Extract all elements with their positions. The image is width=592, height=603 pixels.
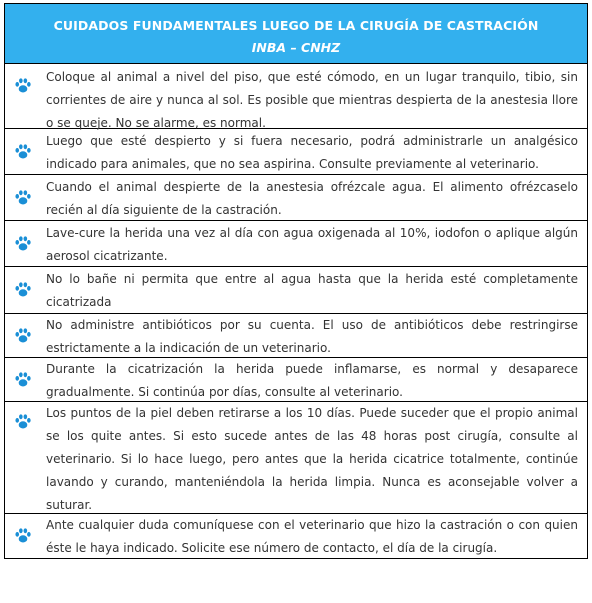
instruction-text: Cuando el animal despierte de la anestesia ofrézcale agua. El alimento ofrézcaselo recién al día siguiente de la castración. [46, 180, 578, 217]
instructions-list [5, 64, 587, 558]
paw-icon [14, 281, 32, 299]
paw-icon [14, 413, 32, 431]
instruction-row [5, 514, 587, 558]
instruction-row [5, 267, 587, 314]
paw-icon [14, 189, 32, 207]
instruction-text: No lo bañe ni permita que entre al agua hasta que la herida esté completamente cicatrizada [46, 272, 578, 309]
paw-icon [14, 371, 32, 389]
instruction-text: No administre antibióticos por su cuenta. El uso de antibióticos debe restringirse estrictamente a la indicación de un veterinario. [46, 318, 578, 355]
paw-icon [14, 77, 32, 95]
paw-icon [14, 143, 32, 161]
table-header [5, 4, 587, 64]
instruction-text: Luego que esté despierto y si fuera necesario, podrá administrarle un analgésico indicado para animales, que no sea aspirina. Consulte previamente al veterinario. [46, 134, 578, 171]
page-title: CUIDADOS FUNDAMENTALES LUEGO DE LA CIRUGÍA DE CASTRACIÓN [53, 18, 539, 33]
instruction-text: Coloque al animal a nivel del piso, que esté cómodo, en un lugar tranquilo, tibio, sin corrientes de aire y nunca al sol. Es posible que mientras despierta de la anestesia llore o se queje. No se alarme, es normal. [46, 70, 578, 130]
instruction-text: Durante la cicatrización la herida puede inflamarse, es normal y desaparece gradualmente. Si continúa por días, consulte al veterinario. [46, 362, 578, 399]
instruction-row [5, 221, 587, 267]
paw-icon [14, 527, 32, 545]
paw-icon [14, 235, 32, 253]
instruction-row [5, 314, 587, 358]
instruction-row [5, 402, 587, 514]
care-instructions-table [4, 3, 588, 559]
instruction-text: Lave-cure la herida una vez al día con agua oxigenada al 10%, iodofon o aplique algún aerosol cicatrizante. [46, 226, 578, 263]
instruction-text: Los puntos de la piel deben retirarse a los 10 días. Puede suceder que el propio animal se los quite antes. Si esto sucede antes de las 48 horas post cirugía, consulte al veterinario. Si lo hace luego, pero antes que la herida cicatrice totalmente, continúe lavando y curando, manteniéndola la herida limpia. Nunca es aconsejable volver a suturar. [46, 406, 578, 512]
instruction-row [5, 129, 587, 175]
paw-icon [14, 327, 32, 345]
instruction-row [5, 175, 587, 221]
instruction-row [5, 64, 587, 129]
page-subtitle: INBA – CNHZ [251, 40, 341, 55]
instruction-text: Ante cualquier duda comuníquese con el veterinario que hizo la castración o con quien éste le haya indicado. Solicite ese número de contacto, el día de la cirugía. [46, 518, 578, 555]
instruction-row [5, 358, 587, 402]
